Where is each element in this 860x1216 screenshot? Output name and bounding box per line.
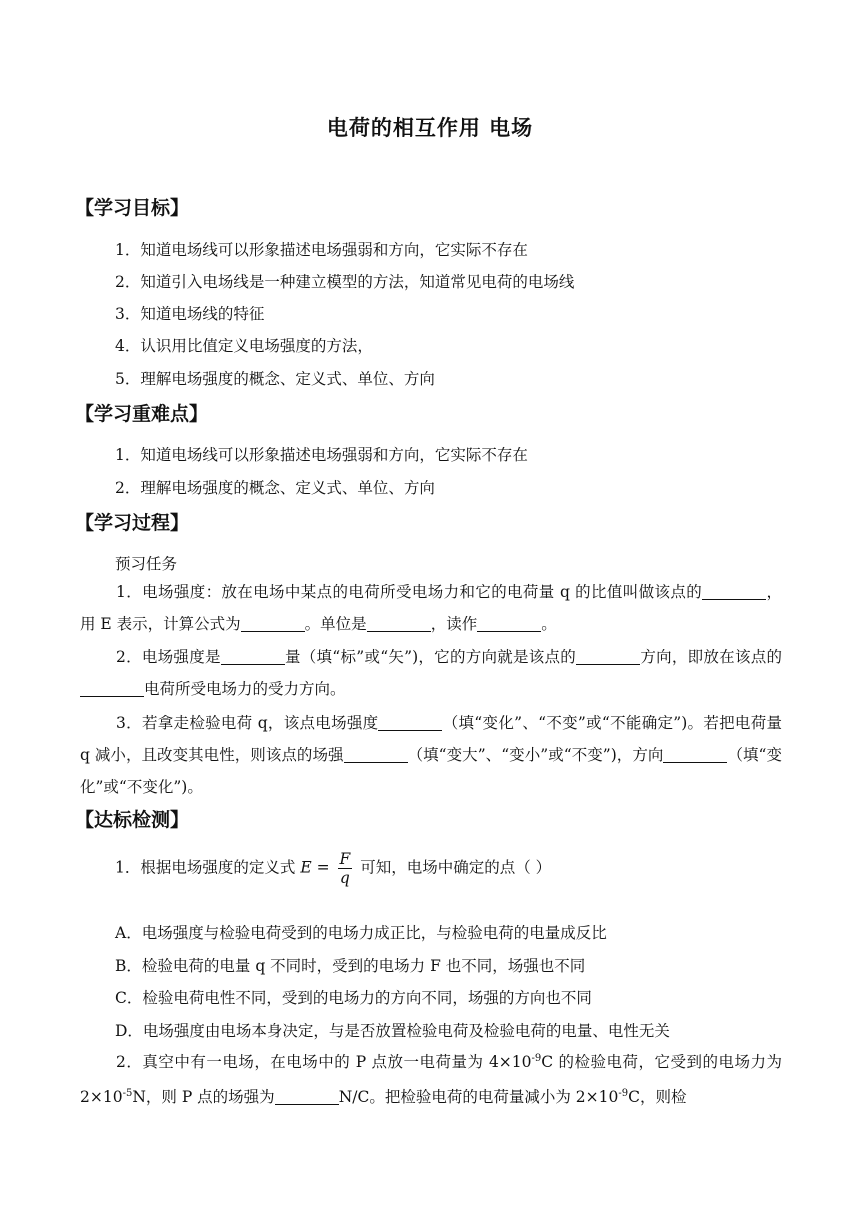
test-question-2 xyxy=(80,1043,782,1113)
test-heading: 【达标检测】 xyxy=(75,809,190,831)
option-a: A．电场强度与检验电荷受到的电场力成正比，与检验电荷的电量成反比 xyxy=(115,924,607,942)
text-run: 2．电场强度是 xyxy=(116,648,221,666)
key-point-item: 1．知道电场线可以形象描述电场强弱和方向，它实际不存在 xyxy=(115,446,528,464)
test-question-1 xyxy=(115,850,551,887)
text-run: C 的检验电荷，它受到的电场力为 2×10 xyxy=(80,1053,782,1107)
text-run: C，则检 xyxy=(628,1088,687,1107)
formula-lhs: E xyxy=(300,858,312,877)
text-run: 2．真空中有一电场，在电场中的 P 点放一电荷量为 4×10 xyxy=(116,1053,532,1072)
process-heading: 【学习过程】 xyxy=(75,512,190,534)
objective-item: 3．知道电场线的特征 xyxy=(115,305,265,323)
text-run: （填“变化”、“不变”或“不能确定”)。若把电荷量 q 减小，且改变其电性，则该点的场强 xyxy=(80,714,782,764)
text-run: 。 xyxy=(541,615,557,633)
key-point-item: 2．理解电场强度的概念、定义式、单位、方向 xyxy=(115,479,435,497)
exponent: -5 xyxy=(122,1088,133,1100)
text-run: N/C。把检验电荷的电荷量减小为 2×10 xyxy=(338,1088,619,1107)
objectives-heading: 【学习目标】 xyxy=(75,197,190,219)
option-d: D．电场强度由电场本身决定，与是否放置检验电荷及检验电荷的电量、电性无关 xyxy=(115,1022,670,1040)
key-points-heading: 【学习重难点】 xyxy=(75,403,209,425)
formula-denominator: q xyxy=(339,869,350,887)
text-run: 可知，电场中确定的点（ ） xyxy=(360,858,552,877)
text-run: 1．电场强度：放在电场中某点的电荷所受电场力和它的电荷量 q 的比值叫做该点的 xyxy=(116,583,703,601)
answer-blank xyxy=(221,648,285,665)
text-run: ，用 E 表示，计算公式为 xyxy=(80,583,782,633)
formula-equals: = xyxy=(316,858,330,877)
answer-blank xyxy=(275,1088,339,1105)
text-run: 3．若拿走检验电荷 q，该点电场强度 xyxy=(116,714,379,732)
formula-numerator: F xyxy=(339,850,351,868)
answer-blank xyxy=(378,714,442,731)
preview-question-3 xyxy=(80,707,782,803)
option-c: C．检验电荷电性不同，受到的电场力的方向不同，场强的方向也不同 xyxy=(115,989,592,1007)
objective-item: 4．认识用比值定义电场强度的方法， xyxy=(115,337,373,355)
text-run: N，则 P 点的场强为 xyxy=(132,1088,275,1107)
text-run: 方向，即放在该点的 xyxy=(640,648,782,666)
answer-blank xyxy=(663,746,727,763)
formula-fraction xyxy=(338,850,353,887)
page-title: 电荷的相互作用 电场 xyxy=(326,116,534,140)
answer-blank xyxy=(80,680,144,697)
text-run: 量（填“标”或“矢”)，它的方向就是该点的 xyxy=(284,648,577,666)
answer-blank xyxy=(477,615,541,632)
text-run: ，读作 xyxy=(430,615,478,633)
objective-item: 2．知道引入电场线是一种建立模型的方法，知道常见电荷的电场线 xyxy=(115,273,575,291)
exponent: -9 xyxy=(618,1088,629,1100)
text-run: （填“变化”或“不变化”)。 xyxy=(80,746,783,796)
preview-question-2 xyxy=(80,641,782,705)
preview-question-1 xyxy=(80,576,782,640)
exponent: -9 xyxy=(531,1053,542,1064)
answer-blank xyxy=(576,648,640,665)
answer-blank xyxy=(367,615,431,632)
answer-blank xyxy=(344,746,408,763)
text-run: （填“变大”、“变小”或“不变”)，方向 xyxy=(407,746,664,764)
objective-item: 1．知道电场线可以形象描述电场强弱和方向，它实际不存在 xyxy=(115,241,528,259)
answer-blank xyxy=(241,615,305,632)
objective-item: 5．理解电场强度的概念、定义式、单位、方向 xyxy=(115,370,435,388)
preview-label: 预习任务 xyxy=(115,555,178,573)
text-run: 。单位是 xyxy=(304,615,367,633)
option-b: B．检验电荷的电量 q 不同时，受到的电场力 F 也不同，场强也不同 xyxy=(115,957,586,975)
text-run: 电荷所受电场力的受力方向。 xyxy=(144,680,346,698)
text-run: 1．根据电场强度的定义式 xyxy=(115,858,296,877)
answer-blank xyxy=(702,583,766,600)
